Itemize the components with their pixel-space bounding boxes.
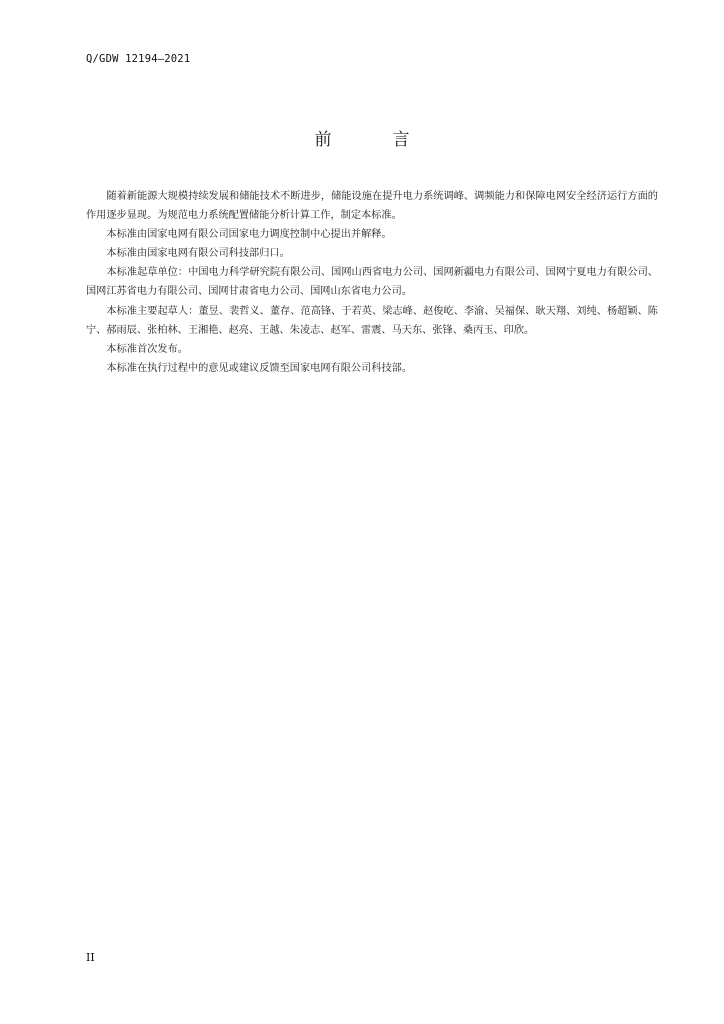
paragraph-first-release: 本标准首次发布。 bbox=[106, 343, 188, 355]
paragraph-drafting-units: 本标准起草单位：中国电力科学研究院有限公司、国网山西省电力公司、国网新疆电力有限公司、国网宁夏电力有限公司、国网江苏省电力有限公司、国网甘肃省电力公司、国网山东省电力公司。 bbox=[86, 267, 658, 298]
foreword-body bbox=[86, 187, 658, 378]
paragraph-proposer: 本标准由国家电网有限公司国家电力调度控制中心提出并解释。 bbox=[106, 229, 392, 241]
paragraph-background: 随着新能源大规模持续发展和储能技术不断进步，储能设施在提升电力系统调峰、调频能力和保障电网安全经济运行方面的作用逐步显现。为规范电力系统配置储能分析计算工作，制定本标准。 bbox=[86, 191, 658, 222]
paragraph-administrator: 本标准由国家电网有限公司科技部归口。 bbox=[106, 248, 290, 260]
document-code: Q/GDW 12194—2021 bbox=[86, 53, 191, 65]
paragraph-feedback: 本标准在执行过程中的意见或建议反馈至国家电网有限公司科技部。 bbox=[106, 362, 413, 374]
paragraph-drafters: 本标准主要起草人：董昱、裴哲义、董存、范高锋、于若英、梁志峰、赵俊屹、李渝、吴福保、耿天翔、刘纯、杨超颖、陈宁、郝雨辰、张柏林、王湘艳、赵亮、王越、朱凌志、赵军、雷震、马天东、张锋、桑丙玉、印欣。 bbox=[86, 305, 658, 336]
page-number: II bbox=[86, 951, 95, 964]
section-title: 前 言 bbox=[314, 130, 432, 150]
